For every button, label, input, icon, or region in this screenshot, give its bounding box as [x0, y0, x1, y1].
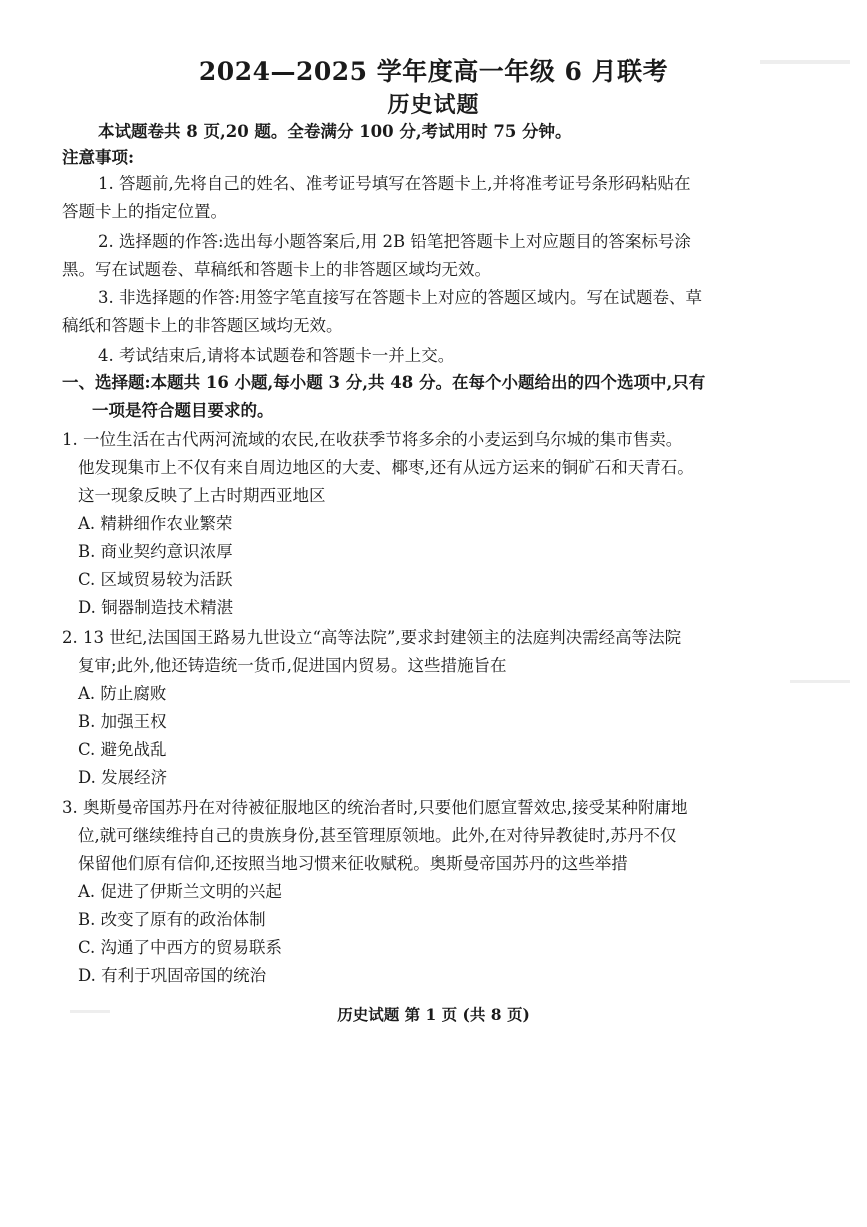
question-2-option-c: C. 避免战乱 — [78, 740, 167, 759]
question-1-stem-line-3: 这一现象反映了上古时期西亚地区 — [78, 486, 326, 505]
question-3-option-d: D. 有利于巩固帝国的统治 — [78, 966, 267, 985]
question-3-stem-line-2: 位,就可继续维持自己的贵族身份,甚至管理原领地。此外,在对待异教徒时,苏丹不仅 — [78, 826, 677, 845]
note-3-line-1: 3. 非选择题的作答:用签字笔直接写在答题卡上对应的答题区域内。写在试题卷、草 — [98, 288, 703, 307]
section-heading-line-2: 一项是符合题目要求的。 — [92, 401, 274, 420]
note-1-line-1: 1. 答题前,先将自己的姓名、准考证号填写在答题卡上,并将准考证号条形码粘贴在 — [98, 174, 691, 193]
question-3-option-c: C. 沟通了中西方的贸易联系 — [78, 938, 283, 957]
note-2-line-1: 2. 选择题的作答:选出每小题答案后,用 2B 铅笔把答题卡上对应题目的答案标号涂 — [98, 232, 691, 251]
section-heading-line-1: 一、选择题:本题共 16 小题,每小题 3 分,共 48 分。在每个小题给出的四个选项中,只有 — [62, 373, 706, 392]
question-3-stem-line-3: 保留他们原有信仰,还按照当地习惯来征收赋税。奥斯曼帝国苏丹的这些举措 — [78, 854, 628, 873]
note-2-line-2: 黑。写在试题卷、草稿纸和答题卡上的非答题区域均无效。 — [62, 260, 491, 279]
question-2-option-d: D. 发展经济 — [78, 768, 168, 787]
question-2-stem-line-1: 2. 13 世纪,法国国王路易九世设立“高等法院”,要求封建领主的法庭判决需经高等法院 — [62, 628, 682, 647]
scan-bleed-mark — [760, 60, 850, 64]
scan-bleed-mark — [790, 680, 850, 683]
question-1-option-c: C. 区域贸易较为活跃 — [78, 570, 233, 589]
question-3-option-b: B. 改变了原有的政治体制 — [78, 910, 266, 929]
scan-bleed-mark — [70, 1010, 110, 1013]
question-1-option-d: D. 铜器制造技术精湛 — [78, 598, 234, 617]
note-4-line-1: 4. 考试结束后,请将本试题卷和答题卡一并上交。 — [98, 346, 455, 365]
note-3-line-2: 稿纸和答题卡上的非答题区域均无效。 — [62, 316, 343, 335]
question-3-option-a: A. 促进了伊斯兰文明的兴起 — [78, 882, 282, 901]
question-2-option-a: A. 防止腐败 — [78, 684, 167, 703]
question-2-stem-line-2: 复审;此外,他还铸造统一货币,促进国内贸易。这些措施旨在 — [78, 656, 507, 675]
subject-title: 历史试题 — [387, 92, 480, 118]
question-1-option-a: A. 精耕细作农业繁荣 — [78, 514, 233, 533]
question-1-stem-line-2: 他发现集市上不仅有来自周边地区的大麦、椰枣,还有从远方运来的铜矿石和天青石。 — [78, 458, 694, 477]
note-1-line-2: 答题卡上的指定位置。 — [62, 202, 227, 221]
question-3-stem-line-1: 3. 奥斯曼帝国苏丹在对待被征服地区的统治者时,只要他们愿宣誓效忠,接受某种附庸地 — [62, 798, 688, 817]
page-footer: 历史试题 第 1 页 (共 8 页) — [337, 1005, 530, 1024]
exam-title: 2024—2025 学年度高一年级 6 月联考 — [198, 57, 669, 86]
question-1-stem-line-1: 1. 一位生活在古代两河流域的农民,在收获季节将多余的小麦运到乌尔城的集市售卖。 — [62, 430, 683, 449]
notes-heading: 注意事项: — [62, 148, 135, 167]
question-1-option-b: B. 商业契约意识浓厚 — [78, 542, 233, 561]
exam-info: 本试题卷共 8 页,20 题。全卷满分 100 分,考试用时 75 分钟。 — [98, 122, 572, 141]
question-2-option-b: B. 加强王权 — [78, 712, 167, 731]
